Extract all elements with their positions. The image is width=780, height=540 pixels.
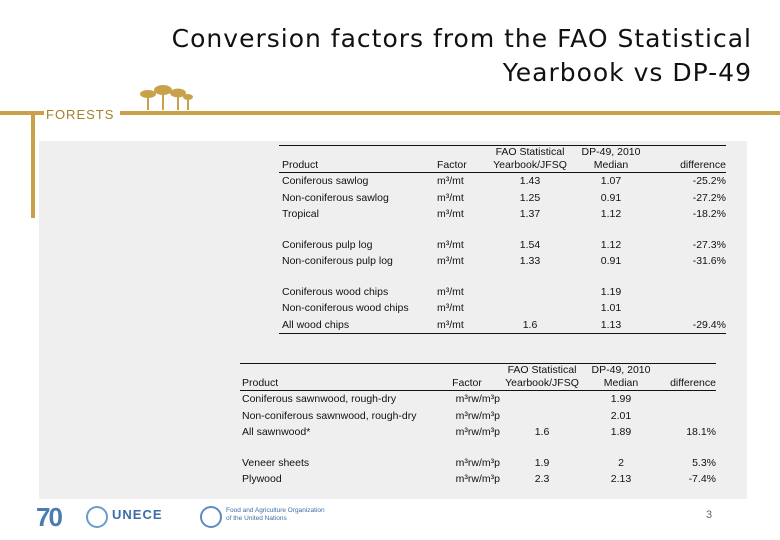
table1-header-product: Product [279, 159, 437, 173]
table-cell: -25.2% [692, 175, 726, 187]
table2-header-product: Product [240, 377, 434, 391]
table-cell: 18.1% [686, 426, 716, 438]
table-row [279, 206, 726, 223]
table-cell: m³rw/m³p [455, 426, 500, 438]
table-cell: 5.3% [692, 456, 716, 469]
table-cell: 0.91 [600, 191, 622, 204]
table-cell: 2 [618, 456, 624, 469]
seventy-anniversary-logo: 70 [36, 502, 61, 532]
table2-header-fao: FAO Statistical [500, 364, 584, 378]
table-cell: m³/mt [437, 175, 464, 187]
table-cell: 1.99 [610, 393, 632, 405]
section-label: FORESTS [44, 107, 120, 122]
table1-header-difference: difference [651, 159, 726, 173]
table-cell: m³rw/m³p [455, 393, 500, 405]
table-row [279, 253, 726, 270]
fao-logo-text [226, 507, 336, 523]
table-cell: m³/mt [437, 317, 489, 334]
table-cell: m³/mt [437, 191, 464, 204]
table2-header-dp-2: Median [584, 377, 658, 391]
table2-header-factor: Factor [434, 377, 500, 391]
table-cell: m³rw/m³p [455, 473, 500, 485]
table-cell: 1.33 [519, 255, 541, 267]
table-cell: 1.12 [600, 238, 622, 251]
table-row [240, 391, 716, 408]
fao-logo-line-1: Food and Agriculture Organization [226, 507, 325, 514]
page-number: 3 [706, 509, 713, 521]
table1-header-factor: Factor [437, 159, 489, 173]
table-cell [500, 391, 584, 408]
table-row [279, 300, 726, 317]
table1-header-fao: FAO Statistical [489, 146, 571, 160]
un-emblem-icon [86, 506, 108, 528]
slide-title-line-1: Conversion factors from the FAO Statistical [171, 24, 752, 53]
table-cell: m³/mt [437, 208, 464, 220]
table-cell: 1.89 [610, 426, 632, 438]
table-cell: All sawnwood* [242, 426, 311, 438]
table-cell: 1.9 [534, 456, 550, 469]
table-cell: -31.6% [692, 255, 726, 267]
table-cell: 2.13 [610, 473, 632, 485]
table-cell: m³/mt [437, 255, 464, 267]
table-spacer [279, 270, 726, 284]
table-cell: -27.2% [692, 191, 726, 204]
table-cell [651, 284, 726, 301]
table-cell: 2.3 [534, 473, 550, 485]
table-cell [658, 391, 716, 408]
table-row [240, 408, 716, 425]
table-row [279, 190, 726, 207]
trees-logo-icon [138, 82, 194, 112]
table-cell: m³rw/m³p [455, 409, 500, 422]
table-cell [489, 300, 571, 317]
conversion-table-roundwood [279, 145, 726, 334]
table2-header-fao-2: Yearbook/JFSQ [500, 377, 584, 391]
table-cell: Coniferous wood chips [282, 285, 389, 298]
table-cell [500, 408, 584, 425]
table-cell: m³/mt [437, 302, 464, 314]
table-cell: 1.19 [600, 285, 622, 298]
table1-header-dp: DP-49, 2010 [571, 146, 651, 160]
unece-logo-text: UNECE [112, 507, 163, 522]
table-row [279, 237, 726, 254]
table-cell: -29.4% [651, 317, 726, 334]
table-cell: Tropical [282, 208, 319, 220]
table-cell: Coniferous sawnwood, rough-dry [242, 393, 397, 405]
table-cell: m³rw/m³p [455, 456, 500, 469]
table-cell: -27.3% [692, 238, 726, 251]
table-cell: 1.6 [534, 426, 550, 438]
table-cell [651, 300, 726, 317]
table-cell [489, 284, 571, 301]
table-row [240, 424, 716, 441]
table-cell: Coniferous sawlog [282, 175, 369, 187]
slide-title-line-2: Yearbook vs DP-49 [502, 58, 752, 87]
table-cell: Plywood [242, 473, 282, 485]
slide-title [32, 22, 752, 90]
footer [0, 498, 780, 540]
table-cell: 1.01 [600, 302, 622, 314]
table1-header-fao-2: Yearbook/JFSQ [489, 159, 571, 173]
table-cell: 1.6 [489, 317, 571, 334]
table-cell: m³/mt [437, 285, 464, 298]
table-cell: 1.25 [519, 191, 541, 204]
table-cell: 1.54 [519, 238, 541, 251]
table-cell: -18.2% [692, 208, 726, 220]
table-spacer [240, 441, 716, 455]
table-cell: 1.07 [600, 175, 622, 187]
table-row [279, 173, 726, 190]
table2-header-difference: difference [658, 377, 716, 391]
table-cell: All wood chips [279, 317, 437, 334]
fao-logo-line-2: of the United Nations [226, 515, 287, 522]
table-cell: Non-coniferous sawlog [282, 191, 389, 204]
left-accent-bar [31, 114, 35, 218]
table-row [240, 455, 716, 472]
table-cell: -7.4% [688, 473, 716, 485]
table-row [279, 284, 726, 301]
fao-emblem-icon [200, 506, 222, 528]
table-cell: Non-coniferous pulp log [282, 255, 393, 267]
table-cell: Non-coniferous sawnwood, rough-dry [242, 409, 417, 422]
table-cell: m³/mt [437, 238, 464, 251]
conversion-table-panels [240, 363, 716, 488]
table-row [279, 317, 726, 334]
table-cell: Coniferous pulp log [282, 238, 373, 251]
table-cell: 1.43 [519, 175, 541, 187]
table-spacer [279, 223, 726, 237]
table-cell: Non-coniferous wood chips [282, 302, 409, 314]
table-cell: 2.01 [610, 409, 632, 422]
table-cell: 1.37 [519, 208, 541, 220]
table-cell: Veneer sheets [242, 456, 310, 469]
table1-header-dp-2: Median [571, 159, 651, 173]
table-cell [658, 408, 716, 425]
table2-header-dp: DP-49, 2010 [584, 364, 658, 378]
table-cell: 1.12 [600, 208, 622, 220]
table-cell: 0.91 [600, 255, 622, 267]
table-cell: 1.13 [571, 317, 651, 334]
table-row [240, 471, 716, 488]
